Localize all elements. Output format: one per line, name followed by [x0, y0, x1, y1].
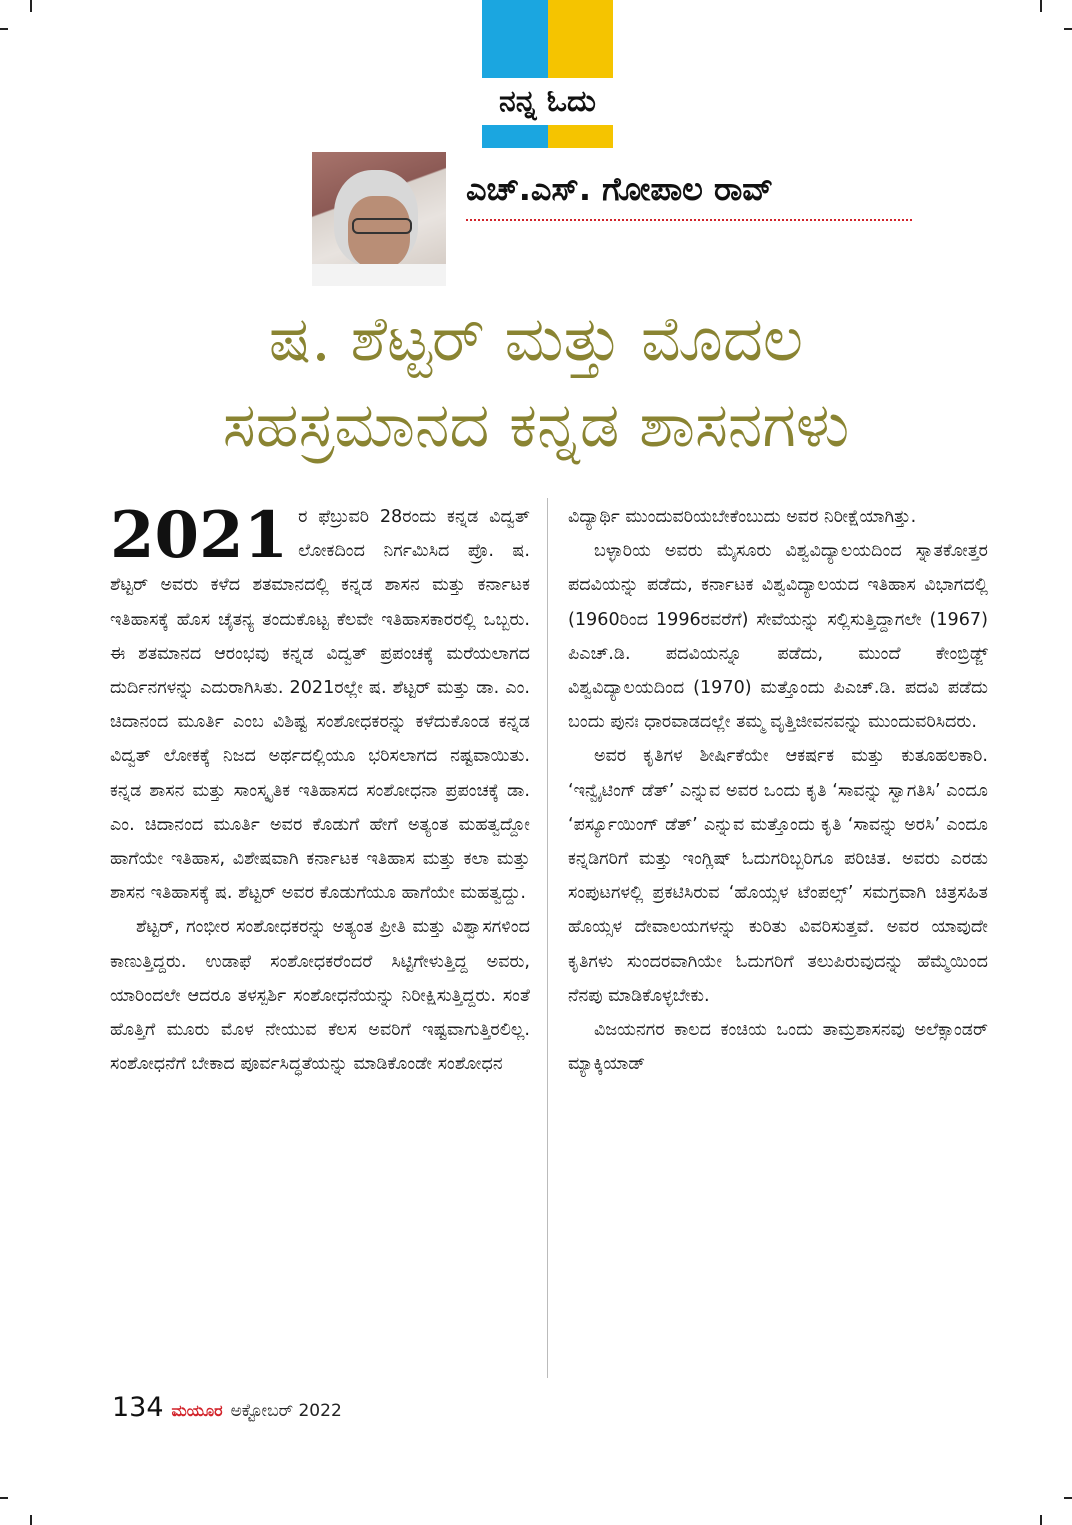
author-dotted-rule	[466, 219, 912, 221]
headline-line-2: ಸಹಸ್ರಮಾನದ ಕನ್ನಡ ಶಾಸನಗಳು	[222, 388, 850, 461]
article-headline	[20, 296, 1052, 468]
drop-cap-year: 2021	[110, 498, 289, 573]
author-name: ಎಚ್‌.ಎಸ್‌. ಗೋಪಾಲ ರಾವ್	[466, 170, 774, 208]
paragraph: ಶೆಟ್ಟರ್, ಗಂಭೀರ ಸಂಶೋಧಕರನ್ನು ಅತ್ಯಂತ ಪ್ರೀತಿ ಮತ್ತು ವಿಶ್ವಾಸಗಳಿಂದ ಕಾಣುತ್ತಿದ್ದರು. ಉಡಾಫೆ ಸಂಶೋಧಕರೆಂದರೆ ಸಿಟ್ಟಿಗೇಳುತ್ತಿದ್ದ ಅವರು, ಯಾರಿಂದಲೇ ಆದರೂ ತಳಸ್ಪರ್ಶಿ ಸಂಶೋಧನೆಯನ್ನು ನಿರೀಕ್ಷಿಸುತ್ತಿದ್ದರು. ಸಂತೆ ಹೊತ್ತಿಗೆ ಮೂರು ಮೊಳ ನೇಯುವ ಕೆಲಸ ಅವರಿಗೆ ಇಷ್ಟವಾಗುತ್ತಿರಲಿಲ್ಲ. ಸಂಶೋಧನೆಗೆ ಬೇಕಾದ ಪೂರ್ವಸಿದ್ಧತೆಯನ್ನು ಮಾಡಿಕೊಂಡೇ ಸಂಶೋಧನ	[110, 917, 530, 1075]
column-name: ನನ್ನ ಓದು	[499, 84, 596, 119]
page-footer	[112, 1392, 342, 1428]
column-divider	[547, 498, 548, 1378]
crop-mark-top-left	[30, 0, 32, 12]
crop-mark-top-right	[1040, 0, 1042, 12]
crop-mark-left-upper	[0, 28, 8, 30]
paragraph-text: ರ ಫೆಬ್ರುವರಿ 28ರಂದು ಕನ್ನಡ ವಿದ್ವತ್ ಲೋಕದಿಂದ ನಿರ್ಗಮಿಸಿದ ಪ್ರೊ. ಷ. ಶೆಟ್ಟರ್ ಅವರು ಕಳೆದ ಶತಮಾನದಲ್ಲಿ ಕನ್ನಡ ಶಾಸನ ಮತ್ತು ಕರ್ನಾಟಕ ಇತಿಹಾಸಕ್ಕೆ ಹೊಸ ಚೈತನ್ಯ ತಂದುಕೊಟ್ಟ ಕೆಲವೇ ಇತಿಹಾಸಕಾರರಲ್ಲಿ ಒಬ್ಬರು. ಈ ಶತಮಾನದ ಆರಂಭವು ಕನ್ನಡ ವಿದ್ವತ್ ಪ್ರಪಂಚಕ್ಕೆ ಮರೆಯಲಾಗದ ದುರ್ದಿನಗಳನ್ನು ಎದುರಾಗಿಸಿತು. 2021ರಲ್ಲೇ ಷ. ಶೆಟ್ಟರ್ ಮತ್ತು ಡಾ. ಎಂ. ಚಿದಾನಂದ ಮೂರ್ತಿ ಎಂಬ ವಿಶಿಷ್ಟ ಸಂಶೋಧಕರನ್ನು ಕಳೆದುಕೊಂಡ ಕನ್ನಡ ವಿದ್ವತ್ ಲೋಕಕ್ಕೆ ನಿಜದ ಅರ್ಥದಲ್ಲಿಯೂ ಭರಿಸಲಾಗದ ನಷ್ಟವಾಯಿತು. ಕನ್ನಡ ಶಾಸನ ಮತ್ತು ಸಾಂಸ್ಕೃತಿಕ ಇತಿಹಾಸದ ಸಂಶೋಧನಾ ಪ್ರಪಂಚಕ್ಕೆ ಡಾ. ಎಂ. ಚಿದಾನಂದ ಮೂರ್ತಿ ಅವರ ಕೊಡುಗೆ ಹೇಗೆ ಅತ್ಯಂತ ಮಹತ್ವದ್ದೋ ಹಾಗೆಯೇ ಇತಿಹಾಸ, ವಿಶೇಷವಾಗಿ ಕರ್ನಾಟಕ ಇತಿಹಾಸ ಮತ್ತು ಕಲಾ ಮತ್ತು ಶಾಸನ ಇತಿಹಾಸಕ್ಕೆ ಷ. ಶೆಟ್ಟರ್ ಅವರ ಕೊಡುಗೆಯೂ ಹಾಗೆಯೇ ಮಹತ್ವದ್ದು.	[110, 507, 530, 904]
crop-mark-right-lower	[1064, 1497, 1072, 1499]
badge-blue-block	[482, 0, 548, 78]
paragraph: ವಿದ್ಯಾರ್ಥಿ ಮುಂದುವರಿಯಬೇಕೆಂಬುದು ಅವರ ನಿರೀಕ್ಷೆಯಾಗಿತ್ತು.	[568, 507, 917, 527]
issue-date: ಅಕ್ಟೋಬರ್ 2022	[230, 1401, 342, 1421]
column-badge	[482, 0, 613, 148]
paragraph: ಅವರ ಕೃತಿಗಳ ಶೀರ್ಷಿಕೆಯೇ ಆಕರ್ಷಕ ಮತ್ತು ಕುತೂಹಲಕಾರಿ. ‘ಇನ್ವೈಟಿಂಗ್ ಡೆತ್’ ಎನ್ನುವ ಅವರ ಒಂದು ಕೃತಿ ‘ಸಾವನ್ನು ಸ್ವಾಗತಿಸಿ’ ಎಂದೂ ‘ಪರ್ಸ್ಯೂಯಿಂಗ್ ಡೆತ್’ ಎನ್ನುವ ಮತ್ತೊಂದು ಕೃತಿ ‘ಸಾವನ್ನು ಅರಸಿ’ ಎಂದೂ ಕನ್ನಡಿಗರಿಗೆ ಮತ್ತು ಇಂಗ್ಲಿಷ್ ಓದುಗರಿಬ್ಬರಿಗೂ ಪರಿಚಿತ. ಅವರು ಎರಡು ಸಂಪುಟಗಳಲ್ಲಿ ಪ್ರಕಟಿಸಿರುವ ‘ಹೊಯ್ಸಳ ಟೆಂಪಲ್ಸ್’ ಸಮಗ್ರವಾಗಿ ಚಿತ್ರಸಹಿತ ಹೊಯ್ಸಳ ದೇವಾಲಯಗಳನ್ನು ಕುರಿತು ವಿವರಿಸುತ್ತವೆ. ಅವರ ಯಾವುದೇ ಕೃತಿಗಳು ಸುಂದರವಾಗಿಯೇ ಓದುಗರಿಗೆ ತಲುಪಿರುವುದನ್ನು ಹೆಮ್ಮೆಯಿಂದ ನೆನಪು ಮಾಡಿಕೊಳ್ಳಬೇಕು.	[568, 746, 988, 1006]
article-column-left	[110, 500, 530, 1081]
paragraph: ಬಳ್ಳಾರಿಯ ಅವರು ಮೈಸೂರು ವಿಶ್ವವಿದ್ಯಾಲಯದಿಂದ ಸ್ನಾತಕೋತ್ತರ ಪದವಿಯನ್ನು ಪಡೆದು, ಕರ್ನಾಟಕ ವಿಶ್ವವಿದ್ಯಾಲಯದ ಇತಿಹಾಸ ವಿಭಾಗದಲ್ಲಿ (1960ರಿಂದ 1996ರವರೆಗೆ) ಸೇವೆಯನ್ನು ಸಲ್ಲಿಸುತ್ತಿದ್ದಾಗಲೇ (1967) ಪಿಎಚ್.ಡಿ. ಪದವಿಯನ್ನೂ ಪಡೆದು, ಮುಂದೆ ಕೇಂಬ್ರಿಡ್ಜ್ ವಿಶ್ವವಿದ್ಯಾಲಯದಿಂದ (1970) ಮತ್ತೊಂದು ಪಿಎಚ್.ಡಿ. ಪದವಿ ಪಡೆದು ಬಂದು ಪುನಃ ಧಾರವಾಡದಲ್ಲೇ ತಮ್ಮ ವೃತ್ತಿಜೀವನವನ್ನು ಮುಂದುವರಿಸಿದರು.	[568, 541, 988, 733]
article-column-right	[568, 500, 988, 1081]
crop-mark-bottom-right	[1040, 1515, 1042, 1525]
badge-yellow-block	[548, 0, 613, 78]
paragraph	[110, 500, 530, 910]
page-number: 134	[112, 1392, 164, 1423]
crop-mark-right-upper	[1064, 28, 1072, 30]
author-photo	[312, 152, 446, 286]
crop-mark-bottom-left	[30, 1515, 32, 1525]
magazine-name: ಮಯೂರ	[171, 1401, 223, 1420]
badge-blue-strip	[482, 125, 548, 148]
crop-mark-left-lower	[0, 1497, 8, 1499]
badge-yellow-strip	[548, 125, 613, 148]
paragraph: ವಿಜಯನಗರ ಕಾಲದ ಕಂಚಿಯ ಒಂದು ತಾಮ್ರಶಾಸನವು ಅಲೆಕ್ಸಾಂಡರ್ ಮ್ಯಾಕ್ಕಿಯಾಡ್	[568, 1020, 988, 1075]
headline-line-1: ಷ. ಶೆಟ್ಟರ್ ಮತ್ತು ಮೊದಲ	[268, 302, 804, 375]
